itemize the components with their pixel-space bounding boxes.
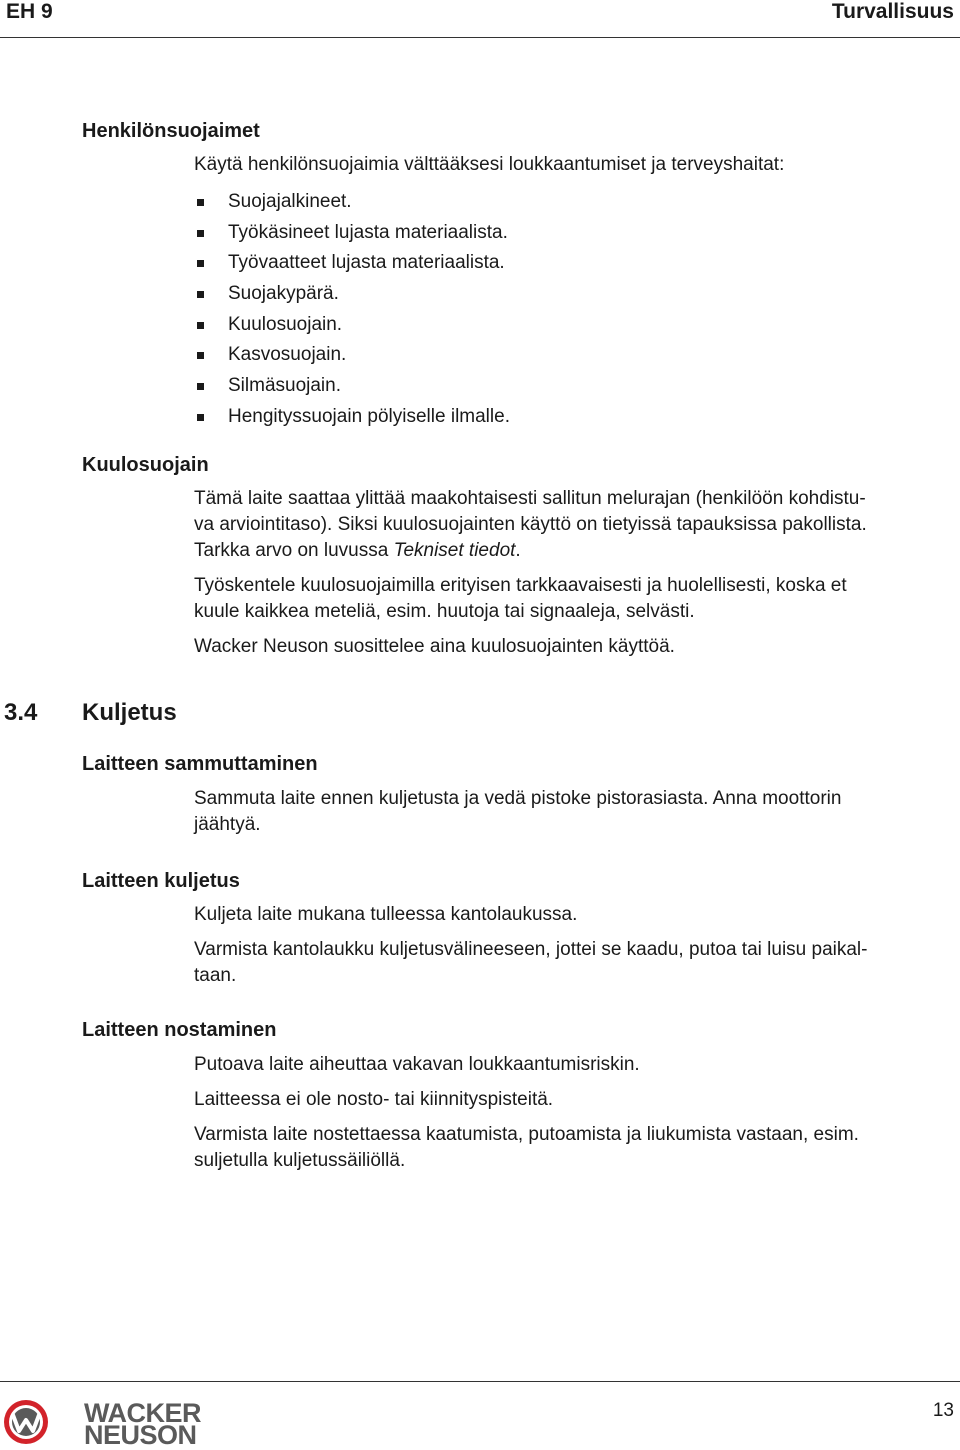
- shutdown-heading: Laitteen sammuttaminen: [82, 753, 318, 775]
- hearing-paragraph-1: Tämä laite saattaa ylittää maakohtaisesti sallitun melurajan (henkilöön kohdistu- va arviointitaso). Siksi kuulosuojainten käyttö on tietyissä tapauksissa pakollista. Tarkka arvo on luvussa Tekniset tiedot.: [194, 488, 867, 561]
- bullet-icon: [197, 322, 204, 329]
- list-item: Kuulosuojain.: [194, 310, 950, 341]
- hearing-body: [194, 486, 950, 669]
- section-heading: [4, 699, 177, 727]
- brand-line-1: WACKER: [84, 1398, 201, 1428]
- brand-wordmark: [84, 1398, 201, 1450]
- chapter-code: EH 9: [6, 0, 53, 23]
- lifting-paragraph-2: Laitteessa ei ole nosto- tai kiinnityspisteitä.: [194, 1089, 554, 1110]
- cross-reference: Tekniset tiedot: [393, 540, 516, 561]
- list-item: Työvaatteet lujasta materiaalista.: [194, 248, 950, 279]
- section-number: 3.4: [4, 699, 38, 726]
- list-item: Suojajalkineet.: [194, 187, 950, 218]
- header-rule: [0, 37, 960, 38]
- footer-rule: [0, 1381, 960, 1382]
- carry-paragraph-2: Varmista kantolaukku kuljetusvälineeseen, jottei se kaadu, putoa tai luisu paikal- taan.: [194, 939, 868, 986]
- wacker-neuson-logo-icon: [2, 1398, 50, 1446]
- ppe-heading: Henkilönsuojaimet: [82, 120, 260, 142]
- bullet-icon: [197, 414, 204, 421]
- shutdown-paragraph: Sammuta laite ennen kuljetusta ja vedä pistoke pistorasiasta. Anna moottorin jäähtyä.: [194, 788, 842, 835]
- list-item: Työkäsineet lujasta materiaalista.: [194, 218, 950, 249]
- bullet-icon: [197, 230, 204, 237]
- bullet-icon: [197, 352, 204, 359]
- hearing-paragraph-2: Työskentele kuulosuojaimilla erityisen tarkkaavaisesti ja huolellisesti, koska et kuule kaikkea meteliä, esim. huutoja tai signaaleja, selvästi.: [194, 575, 847, 622]
- carry-body: [194, 902, 950, 998]
- list-item: Silmäsuojain.: [194, 371, 950, 402]
- hearing-paragraph-3: Wacker Neuson suosittelee aina kuulosuojainten käyttöä.: [194, 636, 675, 657]
- ppe-intro: Käytä henkilönsuojaimia välttääksesi loukkaantumiset ja terveyshaitat:: [194, 154, 785, 175]
- shutdown-body: [194, 786, 950, 847]
- ppe-body: [194, 152, 950, 433]
- carry-paragraph-1: Kuljeta laite mukana tulleessa kantolaukussa.: [194, 904, 578, 925]
- section-title: Kuljetus: [82, 699, 177, 726]
- lifting-paragraph-1: Putoava laite aiheuttaa vakavan loukkaantumisriskin.: [194, 1054, 640, 1075]
- lifting-heading: Laitteen nostaminen: [82, 1019, 277, 1041]
- chapter-title: Turvallisuus: [831, 0, 954, 23]
- bullet-icon: [197, 291, 204, 298]
- list-item: Kasvosuojain.: [194, 340, 950, 371]
- lifting-paragraph-3: Varmista laite nostettaessa kaatumista, putoamista ja liukumista vastaan, esim. suljetulla kuljetussäiliöllä.: [194, 1124, 859, 1171]
- bullet-icon: [197, 383, 204, 390]
- bullet-icon: [197, 199, 204, 206]
- bullet-icon: [197, 260, 204, 267]
- carry-heading: Laitteen kuljetus: [82, 870, 240, 892]
- hearing-heading: Kuulosuojain: [82, 454, 209, 476]
- brand-line-2: NEUSON: [84, 1420, 197, 1450]
- page-number: 13: [932, 1400, 954, 1421]
- list-item: Hengityssuojain pölyiselle ilmalle.: [194, 402, 950, 433]
- list-item: Suojakypärä.: [194, 279, 950, 310]
- lifting-body: [194, 1052, 950, 1183]
- ppe-list: [194, 187, 950, 433]
